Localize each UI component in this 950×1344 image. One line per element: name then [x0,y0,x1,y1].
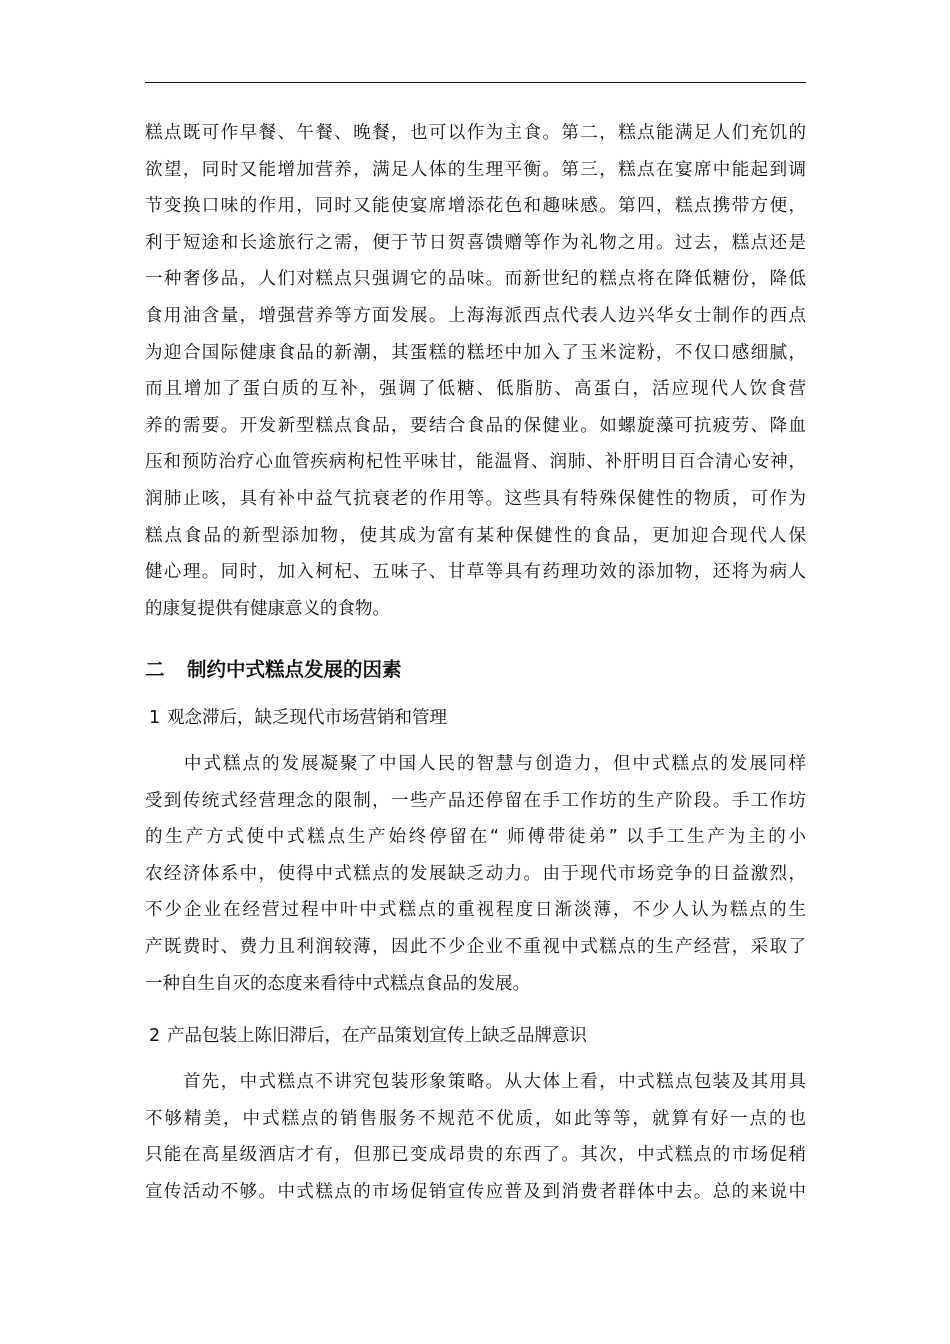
paragraph-line: 食用油含量，增强营养等方面发展。上海海派西点代表人边兴华女士制作的西点 [145,305,806,326]
paragraph-line: 养的需要。开发新型糕点食品，要结合食品的保健业。如螺旋藻可抗疲劳、降血 [145,415,806,436]
paragraph-line: 利于短途和长途旅行之需，便于节日贺喜馈赠等作为礼物之用。过去，糕点还是 [145,232,806,253]
paragraph-line: 糕点既可作早餐、午餐、晚餐，也可以作为主食。第二，糕点能满足人们充饥的 [145,123,806,143]
paragraph-line: 不少企业在经营过程中叶中式糕点的重视程度日渐淡薄，不少人认为糕点的生 [145,900,806,921]
paragraph-line: 润肺止咳，具有补中益气抗衰老的作用等。这些具有特殊保健性的物质，可作为 [145,488,806,509]
paragraph-line: 首先，中式糕点不讲究包装形象策略。从大体上看，中式糕点包装及其用具 [145,1072,806,1092]
subsection-paragraph [145,1064,806,1210]
subsection-number: 1 [149,708,161,728]
subsection-heading [145,1019,587,1053]
subsection-paragraph [145,746,806,1002]
intro-paragraph [145,115,806,627]
paragraph-line: 宣传活动不够。中式糕点的市场促销宣传应普及到消费者群体中去。总的来说中 [145,1181,806,1202]
paragraph-line: 只能在高星级酒店才有，但那已变成昂贵的东西了。其次，中式糕点的市场促稍 [145,1145,806,1166]
paragraph-line: 欲望，同时又能增加营养，满足人体的生理平衡。第三，糕点在宴席中能起到调 [145,159,806,180]
paragraph-line: 受到传统式经营理念的限制，一些产品还停留在手工作坊的生产阶段。手工作坊 [145,790,806,811]
section-heading [145,651,402,689]
paragraph-line: 糕点食品的新型添加物，使其成为富有某种保健性的食品，更加迎合现代人保 [145,525,806,546]
section-number: 二 [145,658,165,681]
paragraph-line: 中式糕点的发展凝聚了中国人民的智慧与创造力，但中式糕点的发展同样 [145,754,806,774]
paragraph-line: 压和预防治疗心血管疾病枸杞性平味甘，能温肾、润肺、补肝明目百合清心安神， [145,452,806,473]
paragraph-line: 一种自生自灭的态度来看待中式糕点食品的发展。 [145,973,530,994]
section-title: 制约中式糕点发展的因素 [187,658,402,681]
subsection-heading [145,701,447,735]
header-rule [145,82,806,83]
subsection-number: 2 [149,1026,161,1046]
paragraph-line: 健心理。同时，加入柯杞、五味子、甘草等具有药理功效的添加物，还将为病人 [145,562,806,583]
paragraph-line: 产既费时、费力且利润较薄，因此不少企业不重视中式糕点的生产经营，采取了 [145,936,806,957]
paragraph-line: 不够精美，中式糕点的销售服务不规范不优质，如此等等，就算有好一点的也 [145,1108,806,1129]
paragraph-line: 的康复提供有健康意义的食物。 [145,598,390,619]
subsection-title: 观念滞后，缺乏现代市场营销和管理 [167,708,447,728]
paragraph-line: 一种奢侈品，人们对糕点只强调它的品味。而新世纪的糕点将在降低糖份，降低 [145,269,806,290]
paragraph-line: 为迎合国际健康食品的新潮，其蛋糕的糕坯中加入了玉米淀粉，不仅口感细腻， [145,342,806,363]
subsection-title: 产品包装上陈旧滞后，在产品策划宣传上缺乏品牌意识 [167,1026,587,1046]
paragraph-line: 节变换口味的作用，同时又能使宴席增添花色和趣味感。第四，糕点携带方便， [145,196,806,217]
paragraph-line: 的生产方式使中式糕点生产始终停留在“ 师傅带徒弟” 以手工生产为主的小 [145,827,806,848]
paragraph-line: 农经济体系中，使得中式糕点的发展缺乏动力。由于现代市场竞争的日益激烈， [145,863,806,884]
paragraph-line: 而且增加了蛋白质的互补，强调了低糖、低脂肪、高蛋白，活应现代人饮食营 [145,379,806,400]
